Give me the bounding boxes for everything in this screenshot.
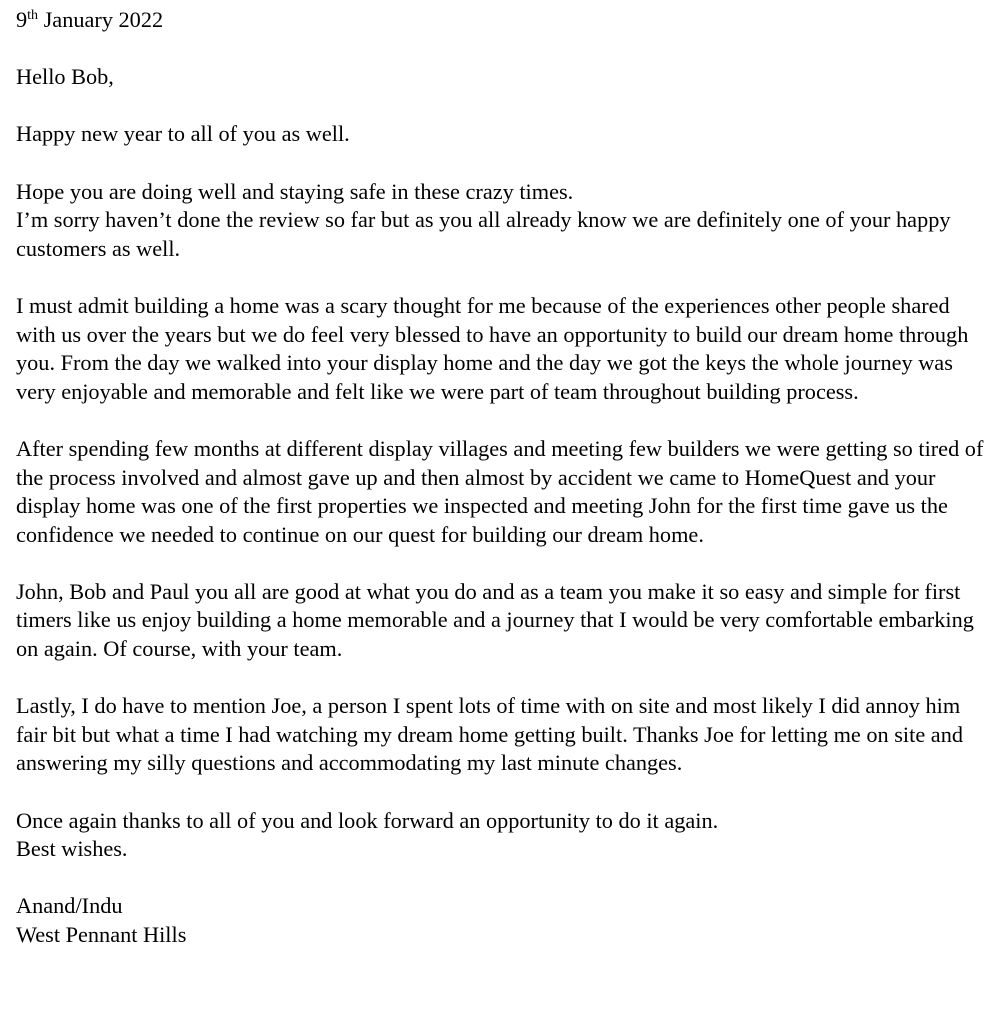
signature-names: Anand/Indu xyxy=(16,893,123,919)
date-day: 9 xyxy=(16,7,28,32)
paragraph-team-praise: John, Bob and Paul you all are good at what you do and as a team you make it so easy and simple for first timers like us enjoy building a home memorable and a journey that I would be very comfortable embarking on again. Of course, with your team. xyxy=(16,578,974,662)
letter-date xyxy=(16,6,986,35)
paragraph-display-villages: After spending few months at different display villages and meeting few builders we were getting so tired of the process involved and almost gave up and then almost by accident we came to HomeQuest and your display home was one of the first properties we inspected and meeting John for the first time gave us the confidence we needed to continue on our quest for building our dream home. xyxy=(16,435,984,547)
paragraph-site-supervisor: Lastly, I do have to mention Joe, a person I spent lots of time with on site and most likely I did annoy him fair bit but what a time I had watching my dream home getting built. Thanks Joe for letting me on site and answering my silly questions and accommodating my last minute changes. xyxy=(16,693,963,776)
paragraph-thanks: Once again thanks to all of you and look forward an opportunity to do it again. xyxy=(16,807,719,833)
signature-location: West Pennant Hills xyxy=(16,922,187,947)
letter-body xyxy=(16,6,986,950)
letter-closing: Best wishes. xyxy=(16,836,128,862)
date-month-year: January 2022 xyxy=(38,7,164,32)
letter-greeting: Hello Bob, xyxy=(16,64,114,90)
paragraph-building-experience: I must admit building a home was a scary thought for me because of the experiences other people shared with us over the years but we do feel very blessed to have an opportunity to build our dream home through you. From the day we walked into your display home and the day we got the keys the whole journey was very enjoyable and memorable and felt like we were part of team throughout building process. xyxy=(16,292,969,404)
paragraph-apology: I’m sorry haven’t done the review so far but as you all already know we are definitely one of your happy customers as well. xyxy=(16,207,951,261)
paragraph-hope: Hope you are doing well and staying safe in these crazy times. xyxy=(16,178,574,204)
date-day-suffix: th xyxy=(27,8,39,23)
paragraph-new-year: Happy new year to all of you as well. xyxy=(16,121,350,147)
